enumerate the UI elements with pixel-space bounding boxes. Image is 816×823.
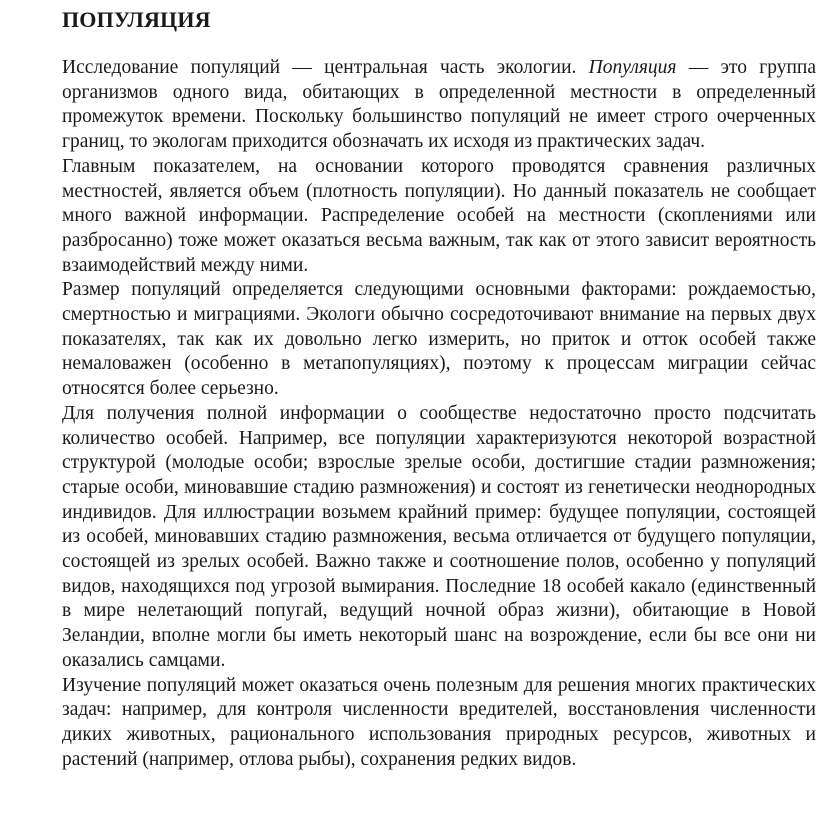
paragraph-age-structure: Для получения полной информации о сообществе недостаточно просто подсчитать количество особей. Например, все популяции характеризуются некоторой возрастной структурой (молодые особи; взрослые зрелые особи, достигшие стадии размножения; старые особи, миновавшие стадию размножения) и состоят из генетически неоднородных индивидов. Для иллюстрации возьмем крайний пример: будущее популяции, состоящей из особей, миновавших стадию размножения, весьма отличается от будущего популяции, состоящей из зрелых особей. Важно также и соотношение полов, особенно у популяций видов, находящихся под угрозой вымирания. Последние 18 особей какало (единственный в мире нелетающий попугай, ведущий ночной образ жизни), обитающие в Новой Зеландии, вполне могли бы иметь некоторый шанс на возрождение, если бы все они ни оказались самцами.: [62, 402, 816, 671]
document-body: [62, 56, 816, 772]
emphasized-term: Популяция: [588, 57, 677, 78]
paragraph-population-definition: [62, 56, 816, 155]
page-title: ПОПУЛЯЦИЯ: [62, 7, 211, 32]
paragraph-text: Исследование популяций — центральная часть экологии.: [62, 57, 589, 78]
paragraph-text: — это группа организмов одного вида, обитающих в определенной местности в определенный промежуток времени. Поскольку большинство популяций не имеет строго очерченных границ, то экологам приходится обозначать их исходя из практических задач.: [62, 57, 816, 153]
paragraph-density: Главным показателем, на основании которого проводятся сравнения различных местностей, является объем (плотность популяции). Но данный показатель не сообщает много важной информации. Распределение особей на местности (скоплениями или разбросанно) тоже может оказаться весьма важным, так как от этого зависит вероятность взаимодействий между ними.: [62, 155, 816, 276]
paragraph-practical-use: Изучение популяций может оказаться очень полезным для решения многих практических задач: например, для контроля численности вредителей, восстановления численности диких животных, рационального использования природных ресурсов, животных и растений (например, отлова рыбы), сохранения редких видов.: [62, 674, 816, 770]
paragraph-size-factors: Размер популяций определяется следующими основными факторами: рождаемостью, смертностью и миграциями. Экологи обычно сосредоточивают внимание на первых двух показателях, так как их довольно легко измерить, но приток и отток особей также немаловажен (особенно в метапопуляциях), поэтому к процессам миграции сейчас относятся более серьезно.: [62, 279, 816, 400]
